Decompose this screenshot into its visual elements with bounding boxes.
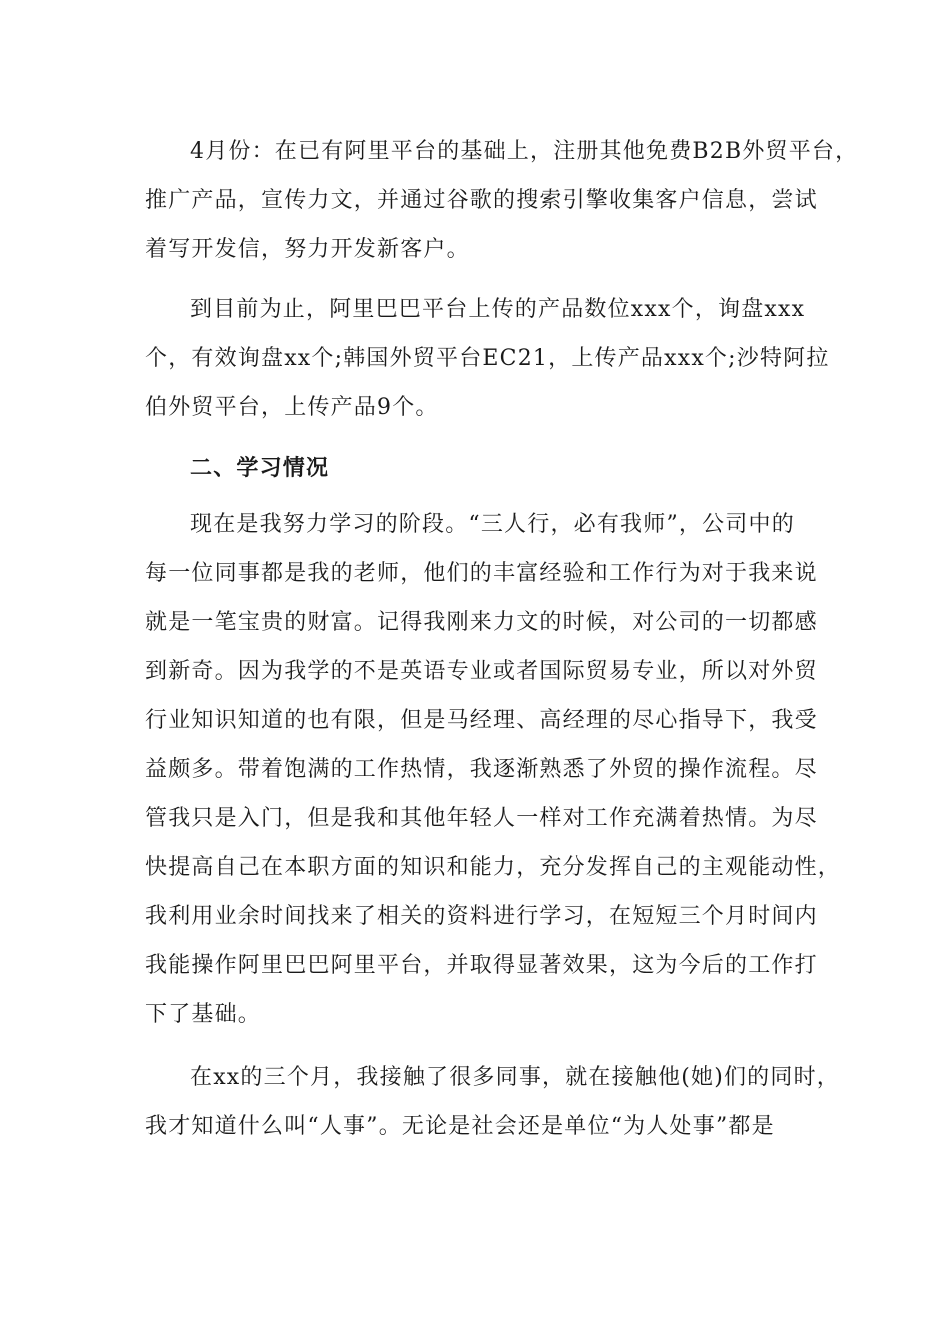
paragraph-3-line-1: 现在是我努力学习的阶段。“三人行，必有我师”，公司中的 xyxy=(190,512,795,537)
paragraph-3-line-5: 行业知识知道的也有限，但是马经理、高经理的尽心指导下，我受 xyxy=(145,708,818,733)
paragraph-4-line-2: 我才知道什么叫“人事”。无论是社会还是单位“为人处事”都是 xyxy=(145,1114,775,1139)
paragraph-3-line-11: 下了基础。 xyxy=(145,1002,262,1027)
paragraph-3-line-9: 我利用业余时间找来了相关的资料进行学习，在短短三个月时间内 xyxy=(145,904,818,929)
paragraph-4-line-1: 在xx的三个月，我接触了很多同事，就在接触他(她)们的同时， xyxy=(190,1065,840,1090)
paragraph-1-line-2: 推广产品，宣传力文，并通过谷歌的搜索引擎收集客户信息，尝试 xyxy=(145,188,818,213)
paragraph-3-line-2: 每一位同事都是我的老师，他们的丰富经验和工作行为对于我来说 xyxy=(145,561,818,586)
paragraph-3-line-6: 益颇多。带着饱满的工作热情，我逐渐熟悉了外贸的操作流程。尽 xyxy=(145,757,818,782)
paragraph-1-line-3: 着写开发信，努力开发新客户。 xyxy=(145,237,470,262)
paragraph-3-line-10: 我能操作阿里巴巴阿里平台，并取得显著效果，这为今后的工作打 xyxy=(145,953,818,978)
paragraph-2-line-1: 到目前为止，阿里巴巴平台上传的产品数位xxx个，询盘xxx xyxy=(190,297,806,322)
paragraph-3-line-7: 管我只是入门，但是我和其他年轻人一样对工作充满着热情。为尽 xyxy=(145,806,818,831)
paragraph-2-line-2: 个，有效询盘xx个;韩国外贸平台EC21，上传产品xxx个;沙特阿拉 xyxy=(145,346,830,371)
section-heading: 二、学习情况 xyxy=(190,455,330,481)
paragraph-3-line-4: 到新奇。因为我学的不是英语专业或者国际贸易专业，所以对外贸 xyxy=(145,659,818,684)
paragraph-3-line-3: 就是一笔宝贵的财富。记得我刚来力文的时候，对公司的一切都感 xyxy=(145,610,818,635)
paragraph-3-line-8: 快提高自己在本职方面的知识和能力，充分发挥自己的主观能动性， xyxy=(145,855,842,880)
paragraph-1-line-1: 4月份：在已有阿里平台的基础上，注册其他免费B2B外贸平台， xyxy=(190,139,859,164)
paragraph-2-line-3: 伯外贸平台，上传产品9个。 xyxy=(145,395,439,420)
